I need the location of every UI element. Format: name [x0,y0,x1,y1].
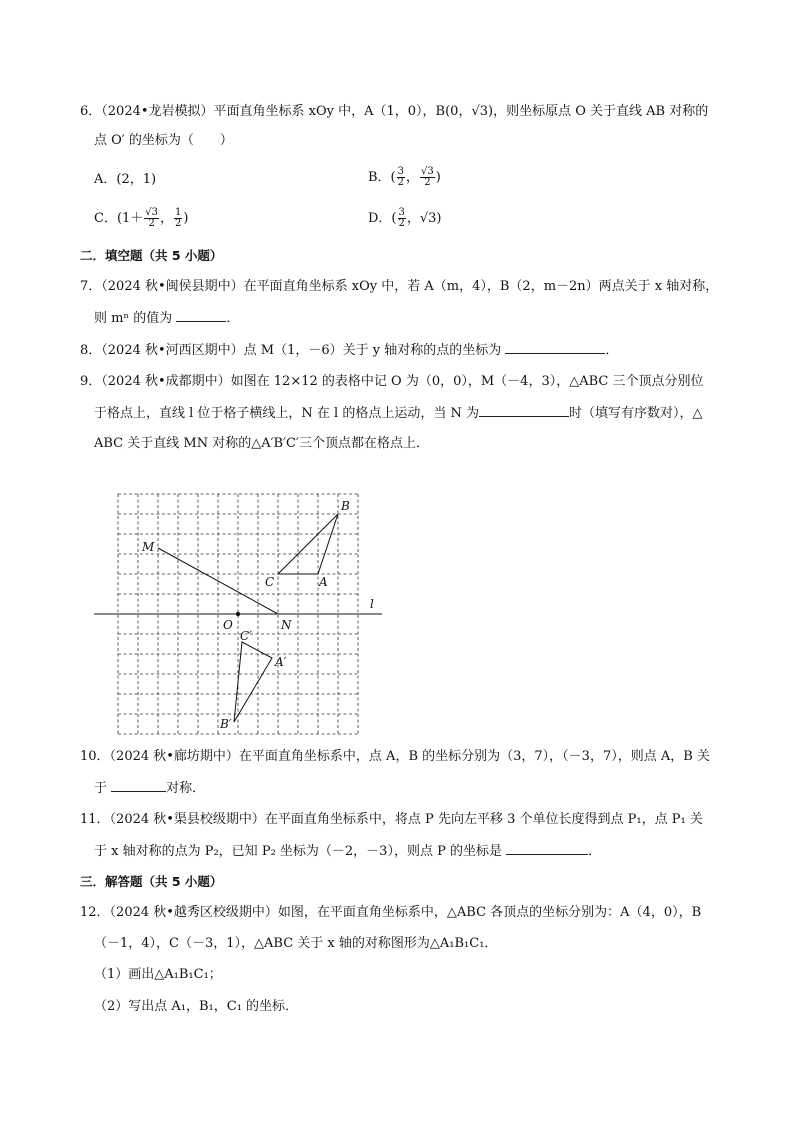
q10-line2: 于 对称． [94,781,206,796]
fraction: $\frac{3}{2}$ [398,207,405,229]
q12-sub1: （1）画出△A₁B₁C₁； [94,967,222,982]
label-n: N [281,618,292,632]
q6-option-a: A．(2，1) [94,172,157,187]
label-c: C [265,575,275,589]
label-a-prime: A′ [275,655,287,669]
q9-line1: 9．（2024 秋•成都期中）如图在 12×12 的表格中记 O 为（0，0），M（－4，3），△ABC 三个顶点分别位 [80,374,704,389]
answer-blank[interactable] [505,341,605,354]
q11-line2: 于 x 轴对称的点为 P₂，已知 P₂ 坐标为（－2，－3），则点 P 的坐标是 ． [94,844,602,859]
fraction: $\frac{√3}{2}$ [421,166,434,188]
q6-option-c: C．(1＋ $\frac{√3}{2}$ ， $\frac{1}{2}$ ) [94,207,189,229]
q12-line2: （－1，4），C（－3，1），△ABC 关于 x 轴的对称图形为△A₁B₁C₁． [94,936,498,951]
label-l: l [370,597,374,611]
q9-line3: ABC 关于直线 MN 对称的△A′B′C′三个顶点都在格点上． [94,436,429,451]
fraction: $\frac{√3}{2}$ [145,207,159,229]
section-solve-heading: 三．解答题（共 5 小题） [80,874,223,889]
q6-option-b: B．( $\frac{3}{2}$ ， $\frac{√3}{2}$ ) [368,166,441,188]
triangle-abc [278,514,338,574]
fraction: $\frac{1}{2}$ [175,207,182,229]
label-o: O [223,618,233,632]
q7-line2: 则 mⁿ 的值为 ． [94,311,240,326]
q9-line2: 于格点上，直线 l 位于格子横线上，N 在 l 的格点上运动，当 N 为 时（填写有序数对），△ [94,406,703,421]
q11-line1: 11．（2024 秋•渠县校级期中）在平面直角坐标系中，将点 P 先向左平移 3 个单位长度得到点 P₁，点 P₁ 关 [80,812,703,827]
label-b-prime: B′ [220,717,232,731]
label-b: B [341,499,350,513]
q6-line1: 6．（2024•龙岩模拟）平面直角坐标系 xOy 中，A（1，0），B(0，√3)，则坐标原点 O 关于直线 AB 对称的 [80,104,709,119]
label-a: A [319,575,328,589]
fraction: $\frac{3}{2}$ [397,166,405,188]
answer-blank[interactable] [506,842,588,855]
label-m: M [142,540,155,554]
q6-option-d-prefix: D．( [368,211,397,226]
q6-option-c-prefix: C．(1＋ [94,211,144,226]
section-fill-in-heading: 二．填空题（共 5 小题） [80,248,223,263]
origin-point [236,612,240,616]
q6-option-d: D．( $\frac{3}{2}$ ，√3) [368,207,442,229]
q7-line1: 7．（2024 秋•闽侯县期中）在平面直角坐标系 xOy 中，若 A（m，4），B（2，m－2n）两点关于 x 轴对称， [80,279,719,294]
q12-line1: 12．（2024 秋•越秀区校级期中）如图，在平面直角坐标系中，△ABC 各顶点的坐标分别为：A（4，0），B [80,905,702,920]
grid-figure [90,488,390,738]
q12-sub2: （2）写出点 A₁，B₁，C₁ 的坐标． [94,999,299,1014]
answer-blank[interactable] [111,779,166,792]
q8-line: 8．（2024 秋•河西区期中）点 M（1，－6）关于 y 轴对称的点的坐标为 ． [80,343,619,358]
answer-blank[interactable] [479,404,569,417]
answer-blank[interactable] [176,309,226,322]
q10-line1: 10．（2024 秋•廊坊期中）在平面直角坐标系中，点 A，B 的坐标分别为（3，7），（－3，7），则点 A，B 关 [80,749,710,764]
q6-option-b-prefix: B．( [368,170,396,185]
label-c-prime: C′ [240,629,252,643]
q6-line2: 点 O′ 的坐标为（ ） [94,133,233,148]
